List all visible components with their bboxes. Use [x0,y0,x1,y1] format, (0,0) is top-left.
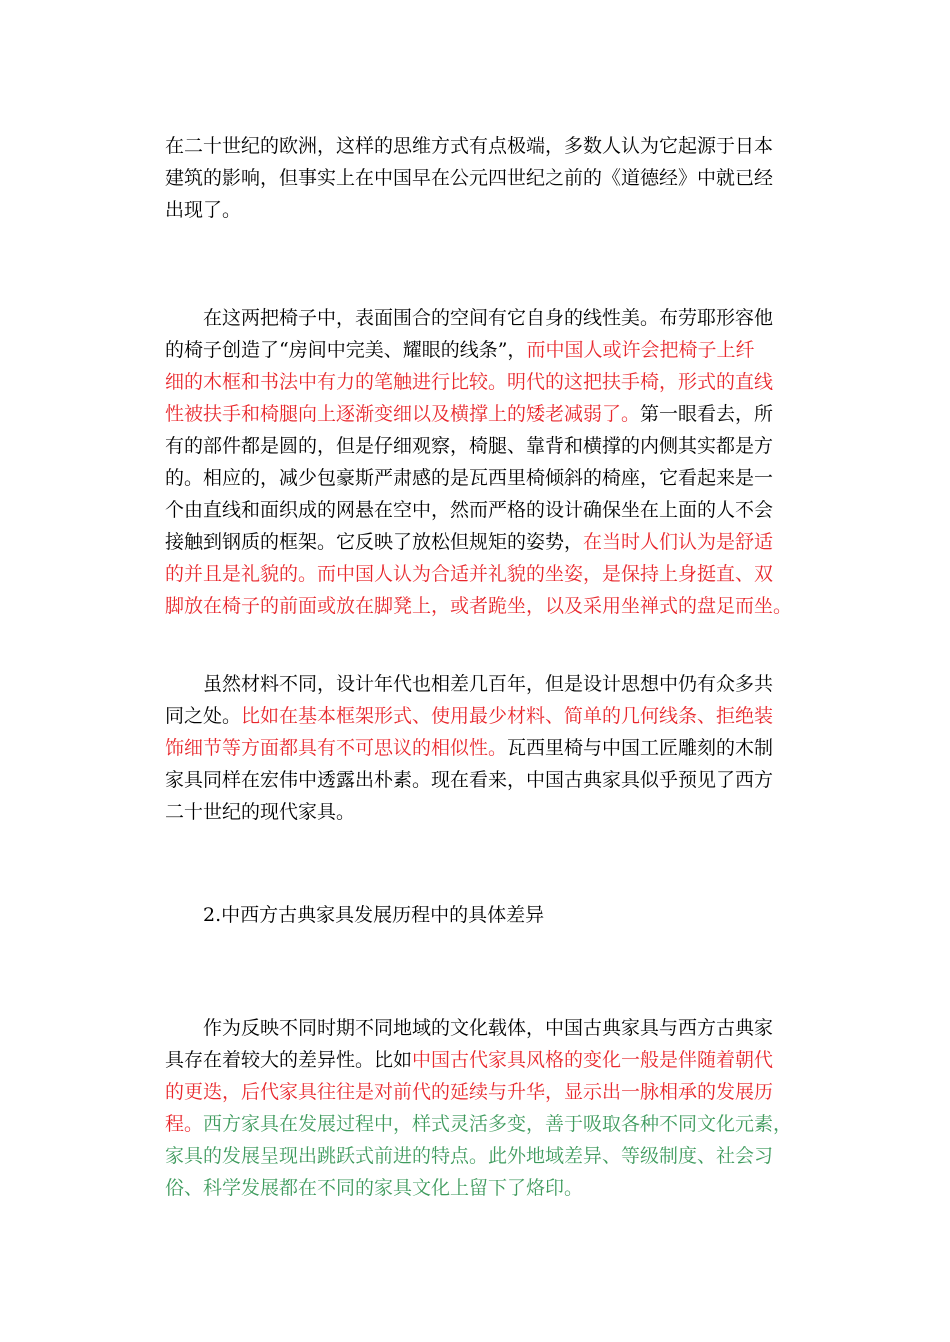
highlighted-text-green: 俗、科学发展都在不同的家具文化上留下了烙印。 [165,1177,584,1199]
paragraph-line [165,526,805,558]
highlighted-text-red: 比如在基本框架形式、使用最少材料、简单的几何线条、拒绝装 [241,705,774,727]
text-run: 接触到钢质的框架。它反映了放松但规矩的姿势， [165,531,584,553]
paragraph-line: 家具同样在宏伟中透露出朴素。现在看来，中国古典家具似乎预见了西方 [165,769,774,791]
highlighted-text-red: 饰细节等方面都具有不可思议的相似性。 [165,737,508,759]
highlighted-text-red: 在当时人们认为是舒适 [583,531,774,553]
paragraph-line: 建筑的影响，但事实上在中国早在公元四世纪之前的《道德经》中就已经 [165,167,774,189]
paragraph-1 [165,130,805,226]
paragraph-line [165,1044,805,1076]
paragraph-line: 作为反映不同时期不同地域的文化载体，中国古典家具与西方古典家 [203,1017,774,1039]
paragraph-line: 出现了。 [165,199,242,221]
highlighted-text-green: 西方家具在发展过程中，样式灵活多变，善于吸取各种不同文化元素， [203,1113,793,1135]
paragraph-line: 个由直线和面织成的网悬在空中，然而严格的设计确保坐在上面的人不会 [165,499,774,521]
highlighted-text-red: 而中国人或许会把椅子上纤 [526,339,755,361]
text-run: 具存在着较大的差异性。比如 [165,1049,413,1071]
text-run: 同之处。 [165,705,242,727]
highlighted-text-red: 脚放在椅子的前面或放在脚凳上，或者跪坐，以及采用坐禅式的盘足而坐。 [165,595,793,617]
paragraph-line: 在这两把椅子中，表面围合的空间有它自身的线性美。布劳耶形容他 [203,307,774,329]
paragraph-4 [165,1012,805,1204]
highlighted-text-red: 性被扶手和椅腿向上逐渐变细以及横撑上的矮老减弱了。 [165,403,641,425]
paragraph-line [165,700,805,732]
text-run: 第一眼看去，所 [640,403,774,425]
paragraph-line: 有的部件都是圆的，但是仔细观察，椅腿、靠背和横撑的内侧其实都是方 [165,435,774,457]
text-run: 瓦西里椅与中国工匠雕刻的木制 [507,737,774,759]
text-run: 的椅子创造了“房间中完美、耀眼的线条”， [165,339,527,361]
paragraph-3 [165,668,805,828]
highlighted-text-red: 细的木框和书法中有力的笔触进行比较。明代的这把扶手椅，形式的直线 [165,371,774,393]
highlighted-text-red: 的并且是礼貌的。而中国人认为合适并礼貌的坐姿，是保持上身挺直、双 [165,563,774,585]
paragraph-2 [165,302,805,622]
highlighted-text-green: 家具的发展呈现出跳跃式前进的特点。此外地域差异、等级制度、社会习 [165,1145,774,1167]
paragraph-line: 在二十世纪的欧洲，这样的思维方式有点极端，多数人认为它起源于日本 [165,135,774,157]
paragraph-line: 二十世纪的现代家具。 [165,801,356,823]
highlighted-text-red: 的更迭，后代家具往往是对前代的延续与升华，显示出一脉相承的发展历 [165,1081,774,1103]
paragraph-line [165,1108,805,1140]
highlighted-text-red: 程。 [165,1113,204,1135]
section-heading: 2.中西方古典家具发展历程中的具体差异 [203,904,545,926]
highlighted-text-red: 中国古代家具风格的变化一般是伴随着朝代 [412,1049,774,1071]
paragraph-line: 虽然材料不同，设计年代也相差几百年，但是设计思想中仍有众多共 [203,673,774,695]
paragraph-line [165,398,805,430]
paragraph-line [165,732,805,764]
paragraph-line [165,334,805,366]
paragraph-line: 的。相应的，减少包豪斯严肃感的是瓦西里椅倾斜的椅座，它看起来是一 [165,467,774,489]
